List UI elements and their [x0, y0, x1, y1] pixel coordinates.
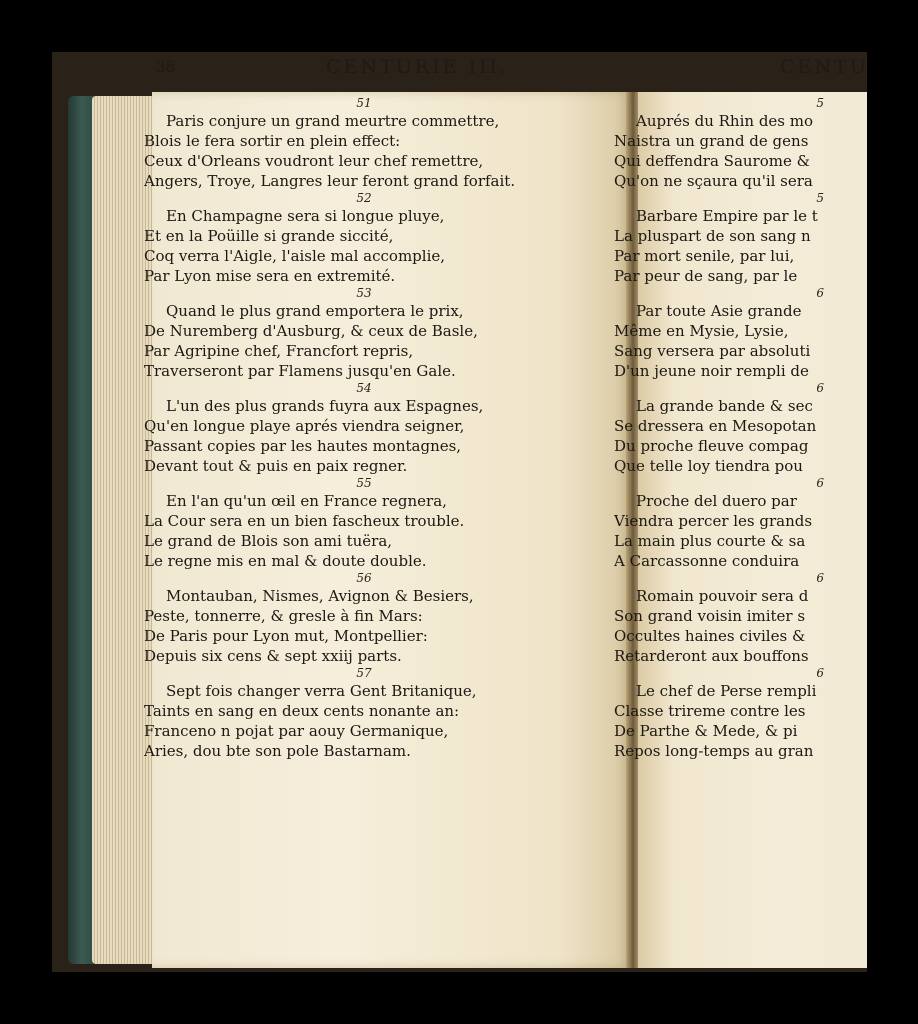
verse-line: Le regne mis en mal & doute double. — [144, 552, 427, 570]
left-page-header: CENTURIE III. — [326, 56, 509, 78]
verse-line: Auprés du Rhin des mo — [636, 112, 814, 130]
quatrain-number: 6 — [816, 666, 824, 680]
verse-line: Taints en sang en deux cents nonante an: — [144, 702, 460, 720]
verse-line: A Carcassonne conduira — [614, 552, 800, 570]
quatrain-number: 5 — [816, 96, 824, 110]
quatrain — [614, 571, 824, 666]
verse-line: La pluspart de son sang n — [614, 227, 811, 245]
verse-line: Qu'en longue playe aprés viendra seigner, — [144, 417, 465, 435]
quatrain-number: 53 — [356, 286, 372, 300]
verse-line: Et en la Poüille si grande siccité, — [144, 227, 394, 245]
quatrain — [614, 381, 824, 476]
verse-line: De Parthe & Mede, & pi — [614, 722, 798, 740]
verse-line: Sept fois changer verra Gent Britanique, — [166, 682, 477, 700]
verse-line: Son grand voisin imiter s — [614, 607, 806, 625]
right-page-text — [614, 96, 824, 761]
quatrain-number: 56 — [356, 571, 372, 585]
quatrain — [144, 191, 584, 286]
quatrain-number: 6 — [816, 571, 824, 585]
verse-line: Devant tout & puis en paix regner. — [144, 457, 408, 475]
verse-line: De Paris pour Lyon mut, Montpellier: — [144, 627, 428, 645]
verse-line: Passant copies par les hautes montagnes, — [144, 437, 462, 455]
verse-line: Depuis six cens & sept xxiij parts. — [144, 647, 402, 665]
verse-line: Barbare Empire par le t — [636, 207, 818, 225]
verse-line: Occultes haines civiles & — [614, 627, 806, 645]
quatrain — [144, 571, 584, 666]
verse-line: Viendra percer les grands — [614, 512, 813, 530]
verse-line: Ceux d'Orleans voudront leur chef remettre, — [144, 152, 484, 170]
verse-line: Sang versera par absoluti — [614, 342, 811, 360]
left-page-text — [144, 96, 584, 761]
verse-line: Qu'on ne sçaura qu'il sera — [614, 172, 813, 190]
verse-line: Le grand de Blois son ami tuëra, — [144, 532, 393, 550]
quatrain — [144, 666, 584, 761]
quatrain — [614, 476, 824, 571]
verse-line: Repos long-temps au gran — [614, 742, 814, 760]
quatrain — [614, 96, 824, 191]
quatrain-number: 54 — [356, 381, 372, 395]
verse-line: Paris conjure un grand meurtre commettre, — [166, 112, 500, 130]
verse-line: L'un des plus grands fuyra aux Espagnes, — [166, 397, 484, 415]
verse-line: Par mort senile, par lui, — [614, 247, 795, 265]
verse-line: Coq verra l'Aigle, l'aisle mal accomplie, — [144, 247, 446, 265]
verse-line: Quand le plus grand emportera le prix, — [166, 302, 464, 320]
verse-line: De Nuremberg d'Ausburg, & ceux de Basle, — [144, 322, 478, 340]
quatrain — [614, 191, 824, 286]
verse-line: Romain pouvoir sera d — [636, 587, 809, 605]
verse-line: Proche del duero par — [636, 492, 797, 510]
quatrain — [144, 476, 584, 571]
verse-line: Peste, tonnerre, & gresle à fin Mars: — [144, 607, 423, 625]
verse-line: Par Agripine chef, Francfort repris, — [144, 342, 414, 360]
verse-line: D'un jeune noir rempli de — [614, 362, 809, 380]
verse-line: Traverseront par Flamens jusqu'en Gale. — [144, 362, 456, 380]
verse-line: La grande bande & sec — [636, 397, 813, 415]
verse-line: La Cour sera en un bien fascheux trouble. — [144, 512, 465, 530]
verse-line: Montauban, Nismes, Avignon & Besiers, — [166, 587, 474, 605]
verse-line: Par peur de sang, par le — [614, 267, 798, 285]
quatrain — [144, 286, 584, 381]
quatrain — [144, 381, 584, 476]
right-page-header: CENTU — [780, 56, 869, 78]
quatrain-number: 6 — [816, 476, 824, 490]
quatrain-number: 6 — [816, 286, 824, 300]
quatrain — [614, 666, 824, 761]
quatrain-number: 5 — [816, 191, 824, 205]
quatrain — [144, 96, 584, 191]
verse-line: En l'an qu'un œil en France regnera, — [166, 492, 447, 510]
verse-line: Franceno n pojat par aouy Germanique, — [144, 722, 449, 740]
verse-line: Le chef de Perse rempli — [636, 682, 817, 700]
verse-line: Qui deffendra Saurome & — [614, 152, 810, 170]
verse-line: Que telle loy tiendra pou — [614, 457, 803, 475]
quatrain-number: 57 — [356, 666, 372, 680]
quatrain-number: 55 — [356, 476, 372, 490]
verse-line: Naistra un grand de gens — [614, 132, 809, 150]
quatrain — [614, 286, 824, 381]
verse-line: Blois le fera sortir en plein effect: — [144, 132, 401, 150]
verse-line: Se dressera en Mesopotan — [614, 417, 817, 435]
verse-line: Même en Mysie, Lysie, — [614, 322, 789, 340]
quatrain-number: 51 — [356, 96, 372, 110]
quatrain-number: 52 — [356, 191, 372, 205]
page-number: 38 — [156, 58, 176, 76]
verse-line: En Champagne sera si longue pluye, — [166, 207, 445, 225]
verse-line: Classe trireme contre les — [614, 702, 806, 720]
quatrain-number: 6 — [816, 381, 824, 395]
verse-line: Par toute Asie grande — [636, 302, 802, 320]
verse-line: Par Lyon mise sera en extremité. — [144, 267, 396, 285]
verse-line: Aries, dou bte son pole Bastarnam. — [144, 742, 411, 760]
verse-line: Du proche fleuve compag — [614, 437, 809, 455]
verse-line: Angers, Troye, Langres leur feront grand forfait. — [144, 172, 516, 190]
verse-line: Retarderont aux bouffons — [614, 647, 809, 665]
verse-line: La main plus courte & sa — [614, 532, 806, 550]
